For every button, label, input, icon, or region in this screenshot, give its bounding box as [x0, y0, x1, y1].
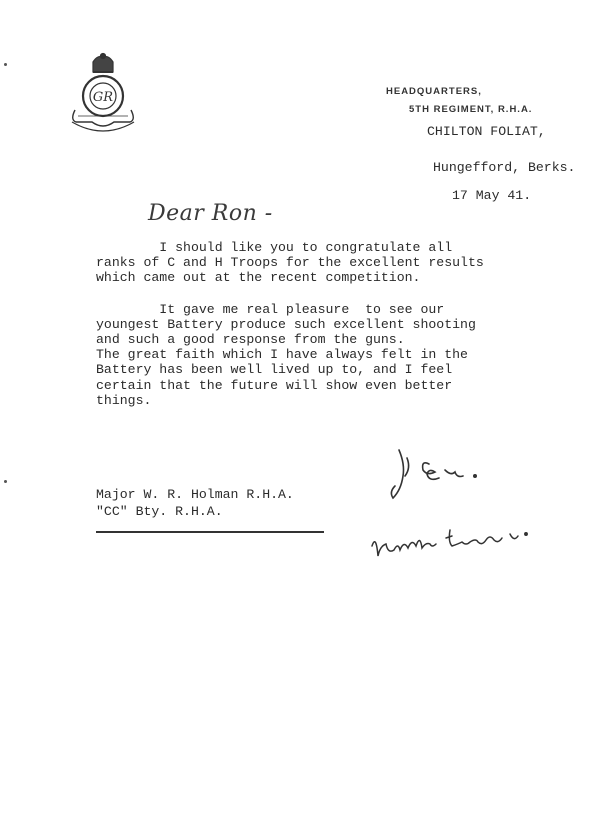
addressee-block	[96, 486, 294, 520]
punch-mark	[4, 63, 7, 66]
punch-mark	[4, 480, 7, 483]
underline-rule	[96, 531, 324, 533]
body-line: Battery has been well lived up to, and I feel	[96, 362, 453, 378]
handwritten-salutation: Dear Ron -	[148, 201, 273, 226]
letterhead-regiment: 5TH REGIMENT, R.H.A.	[409, 104, 533, 115]
addressee-line-1: Major W. R. Holman R.H.A.	[96, 487, 294, 502]
body-line: ranks of C and H Troops for the excellent results	[96, 255, 484, 271]
body-line: It gave me real pleasure to see our	[96, 301, 445, 317]
body-paragraph-1	[96, 240, 566, 286]
letter-date: 17 May 41.	[452, 188, 532, 203]
signature-name	[366, 520, 536, 572]
body-line: I should like you to congratulate all	[96, 240, 453, 255]
letter-body	[96, 240, 566, 408]
svg-text:GR: GR	[92, 90, 114, 105]
address-line-1: CHILTON FOLIAT,	[427, 124, 546, 139]
body-line: certain that the future will show even better	[96, 377, 453, 393]
letterhead-headquarters: HEADQUARTERS,	[386, 86, 482, 97]
signature-closing	[385, 446, 505, 506]
body-line: things.	[96, 392, 152, 408]
body-line: and such a good response from the guns.	[96, 332, 405, 348]
royal-horse-artillery-crest-icon	[66, 50, 140, 138]
body-line: The great faith which I have always felt in the	[96, 347, 468, 363]
address-line-2: Hungefford, Berks.	[433, 160, 576, 175]
body-line: which came out at the recent competition.	[96, 270, 421, 286]
body-paragraph-2	[96, 302, 566, 408]
addressee-line-2: "CC" Bty. R.H.A.	[96, 504, 223, 519]
body-line: youngest Battery produce such excellent shooting	[96, 316, 476, 332]
